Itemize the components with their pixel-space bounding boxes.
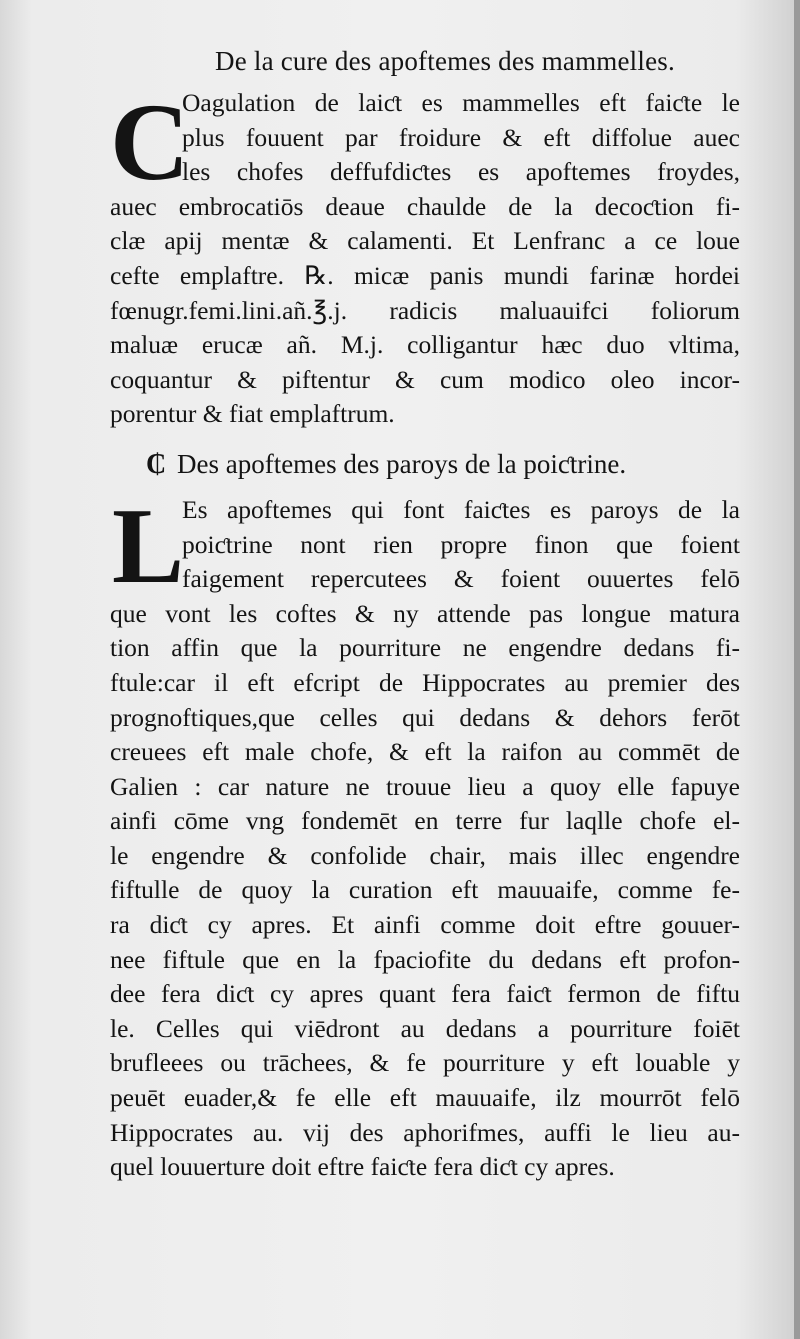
text-line: faigement repercutees & foient ouuertes felō bbox=[182, 564, 740, 594]
page-edge bbox=[794, 0, 800, 1339]
text-line: le. Celles qui viēdront au dedans a pourriture foiēt bbox=[110, 1013, 740, 1043]
text-line: porentur & fiat emplaftrum. bbox=[110, 399, 395, 429]
text-line: coquantur & piftentur & cum modico oleo incor- bbox=[110, 364, 740, 394]
page-heading: De la cure des apoftemes des mammelles. bbox=[215, 46, 675, 76]
text-line: clæ apij mentæ & calamenti. Et Lenfranc a ce loue bbox=[110, 226, 740, 256]
section-heading bbox=[146, 444, 740, 485]
text-line: quel louuerture doit eftre faiƈte fera diƈt cy apres. bbox=[110, 1152, 615, 1182]
text-line: cefte emplaftre. ℞. micæ panis mundi farinæ hordei bbox=[110, 260, 740, 290]
text-line: tion affin que la pourriture ne engendre dedans fi- bbox=[110, 633, 740, 663]
text-line: nee fiftule que en la fpaciofite du dedans eft profon- bbox=[110, 944, 740, 974]
text-line: ainfi cōme vng fondemēt en terre fur laqlle chofe el- bbox=[110, 806, 740, 836]
text-line: que vont les coftes & ny attende pas longue matura bbox=[110, 598, 740, 628]
section-heading-text: Des apoftemes des paroys de la poiƈtrine. bbox=[176, 448, 627, 479]
text-line: fœnugr.femi.lini.añ.℥.j. radicis maluauifci foliorum bbox=[110, 295, 740, 325]
text-block bbox=[110, 42, 740, 1185]
paragraph-mark-icon: ₵ bbox=[146, 448, 167, 480]
text-line: maluæ erucæ añ. M.j. colligantur hæc duo vltima, bbox=[110, 330, 740, 360]
drop-cap-c: C bbox=[110, 81, 190, 203]
text-line: ftule:car il eft efcript de Hippocrates au premier des bbox=[110, 667, 740, 697]
text-line: fiftulle de quoy la curation eft mauuaife, comme fe- bbox=[110, 875, 740, 905]
text-line: plus fouuent par froidure & eft diffolue auec bbox=[182, 122, 740, 152]
text-line: creuees eft male chofe, & eft la raifon au commēt de bbox=[110, 737, 740, 767]
text-line: prognoftiques,que celles qui dedans & dehors ferōt bbox=[110, 702, 740, 732]
text-line: dee fera diƈt cy apres quant fera faiƈt fermon de fiftu bbox=[110, 979, 740, 1009]
text-line: le engendre & confolide chair, mais illec engendre bbox=[110, 840, 740, 870]
text-line: les chofes deffufdiƈtes es apoftemes froydes, bbox=[182, 157, 740, 187]
text-line: Galien : car nature ne trouue lieu a quoy elle fapuye bbox=[110, 771, 740, 801]
text-line: Es apoftemes qui font faiƈtes es paroys de la bbox=[182, 494, 740, 524]
text-line: poiƈtrine nont rien propre finon que foient bbox=[182, 529, 740, 559]
text-line: peuēt euader,& fe elle eft mauuaife, ilz mourrōt felō bbox=[110, 1083, 740, 1113]
paragraph-2 bbox=[110, 486, 740, 1185]
text-line: Hippocrates au. vij des aphorifmes, auffi le lieu au- bbox=[110, 1117, 740, 1147]
text-line: Oagulation de laiƈt es mammelles eft faiƈte le bbox=[182, 88, 740, 117]
paragraph-1 bbox=[110, 81, 740, 432]
text-line: brufleees ou trāchees, & fe pourriture y eft louable y bbox=[110, 1048, 740, 1078]
drop-cap-l: L bbox=[112, 486, 185, 606]
text-line: auec embrocatiōs deaue chaulde de la decoƈtion fi- bbox=[110, 191, 740, 221]
text-line: ra diƈt cy apres. Et ainfi comme doit eftre gouuer- bbox=[110, 910, 740, 940]
